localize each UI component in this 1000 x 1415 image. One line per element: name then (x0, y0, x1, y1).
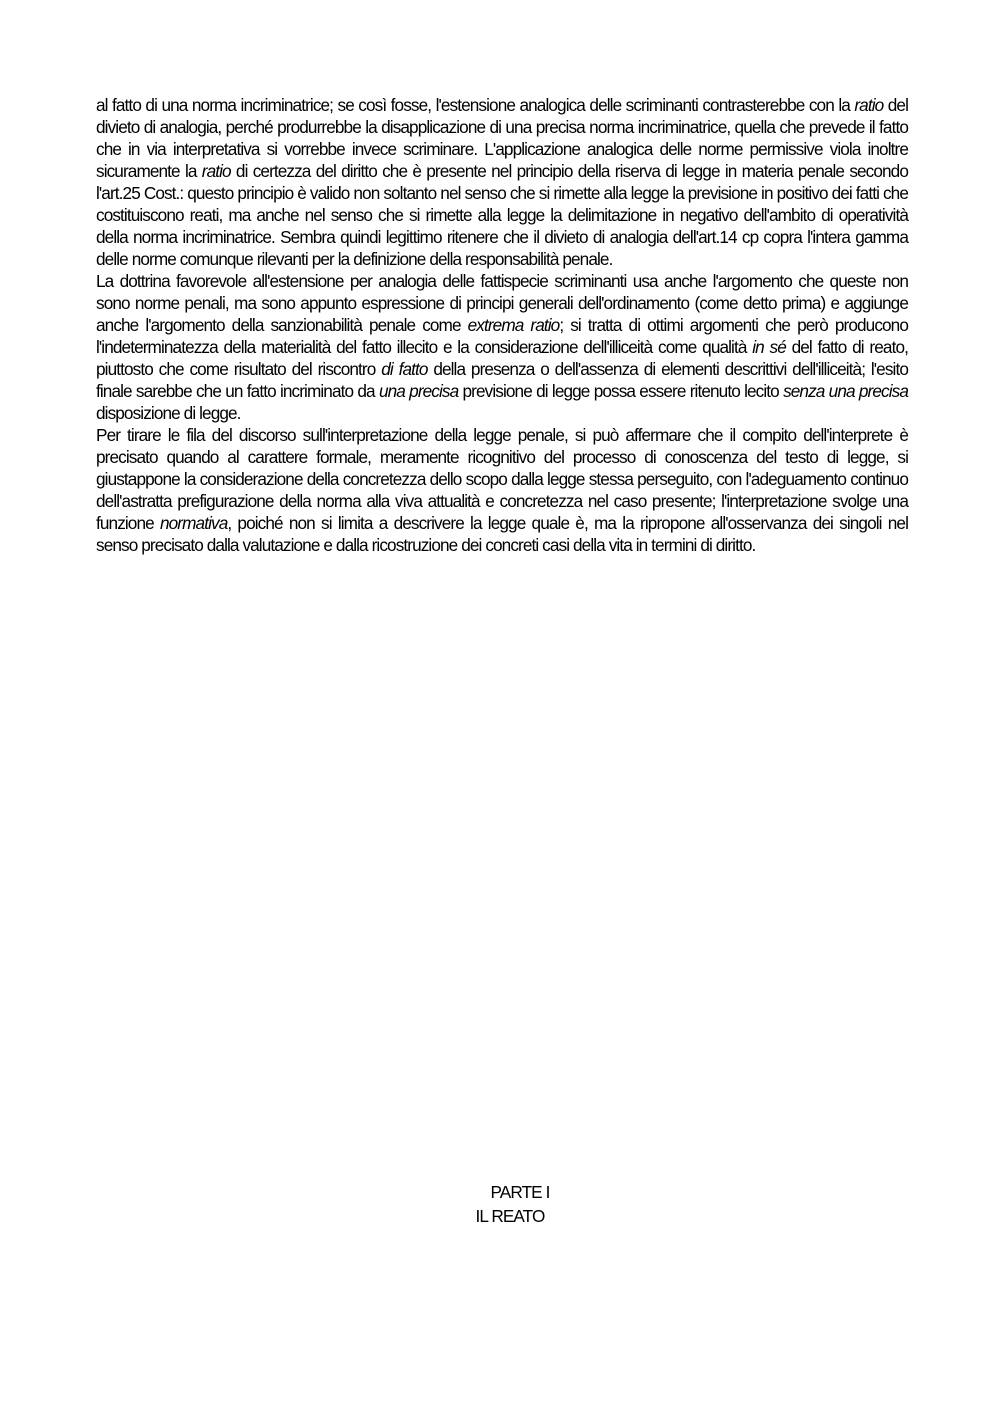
text-run: disposizione di legge. (96, 403, 241, 423)
text-run: di certezza del diritto che è presente nel principio della riserva di legge in materia penale secondo l'art.25 Cost.: questo principio è valido non soltanto nel senso che si rimette alla legge la previsione in positivo dei fatti che costituiscono reati, ma anche nel senso che si rimette alla legge la delimitazione in negativo dell'ambito di operatività della norma incriminatrice. Sembra quindi legittimo ritenere che il divieto di analogia dell'art.14 cp copra l'intera gamma delle norme comunque rilevanti per la definizione della responsabilità penale. (96, 161, 908, 269)
text-run: previsione di legge possa essere ritenuto lecito (458, 381, 784, 401)
text-run: della presenza o dell'assenza di elementi descrittivi dell'illiceità; l'esito finale sarebbe che un fatto incriminato da (96, 359, 908, 401)
italic-run: una precisa (378, 381, 459, 401)
part-title: IL REATO (475, 1206, 545, 1226)
italic-run: extrema ratio (467, 315, 560, 335)
text-run: La dottrina favorevole all'estensione per analogia delle fattispecie scriminanti usa anche l'argomento che queste non sono norme penali, ma sono appunto espressione di principi generali dell'ordinamento (come detto prima) e aggiunge anche l'argomento della sanzionabilità penale come (96, 271, 908, 335)
part-label: PARTE I (490, 1182, 550, 1202)
paragraph (96, 94, 908, 270)
text-run: del divieto di analogia, perché produrrebbe la disapplicazione di una precisa norma incriminatrice, quella che prevede il fatto che in via interpretativa si vorrebbe invece scriminare. L'applicazione analogica delle norme permissive viola inoltre sicuramente la (96, 95, 908, 181)
paragraph (96, 424, 908, 556)
text-run: ; si tratta di ottimi argomenti che però producono l'indeterminatezza della materialità del fatto illecito e la considerazione dell'illiceità come qualità (96, 315, 908, 357)
italic-run: ratio (854, 95, 884, 115)
text-run: al fatto di una norma incriminatrice; se così fosse, l'estensione analogica delle scriminanti contrasterebbe con la (96, 95, 855, 115)
body-text (96, 94, 908, 556)
text-run: Per tirare le fila del discorso sull'interpretazione della legge penale, si può affermare che il compito dell'interprete è precisato quando al carattere formale, meramente ricognitivo del processo di conoscenza del testo di legge, si giustappone la considerazione della concretezza dello scopo dalla legge stessa perseguito, con l'adeguamento continuo dell'astratta prefigurazione della norma alla viva attualità e concretezza nel caso presente; l'interpretazione svolge una funzione (96, 425, 908, 533)
italic-run: ratio (201, 161, 231, 181)
text-run: del fatto di reato, piuttosto che come risultato del riscontro (96, 337, 908, 379)
italic-run: di fatto (381, 359, 428, 379)
italic-run: normativa (159, 513, 228, 533)
italic-run: in sé (752, 337, 786, 357)
text-run: , poiché non si limita a descrivere la legge quale è, ma la ripropone all'osservanza dei singoli nel senso precisato dalla valutazione e dalla ricostruzione dei concreti casi della vita in termini di diritto. (96, 513, 908, 555)
italic-run: senza una precisa (783, 381, 908, 401)
paragraph (96, 270, 908, 424)
